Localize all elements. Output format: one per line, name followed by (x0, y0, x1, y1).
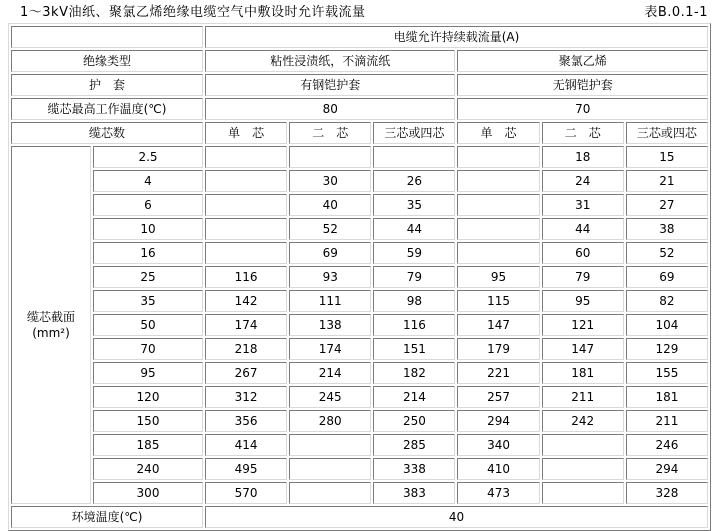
value-cell (457, 170, 539, 192)
value-cell (457, 242, 539, 264)
core-col-header: 二 芯 (289, 122, 371, 144)
value-cell: 285 (373, 434, 455, 456)
sheath-paper: 有钢铠护套 (205, 74, 455, 96)
value-cell: 35 (373, 194, 455, 216)
sheath-row (11, 74, 708, 96)
value-cell: 294 (457, 410, 539, 432)
section-header-cell (11, 146, 91, 504)
table-row (11, 386, 708, 408)
units-row (11, 26, 708, 48)
insulation-label: 绝缘类型 (11, 50, 203, 72)
value-cell: 95 (457, 266, 539, 288)
value-cell: 129 (626, 338, 708, 360)
row-size-cell: 50 (93, 314, 203, 336)
table-row (11, 362, 708, 384)
value-cell: 294 (626, 458, 708, 480)
table-row (11, 410, 708, 432)
value-cell: 26 (373, 170, 455, 192)
value-cell: 570 (205, 482, 287, 504)
value-cell: 24 (542, 170, 624, 192)
value-cell: 280 (289, 410, 371, 432)
insulation-pvc: 聚氯乙烯 (457, 50, 708, 72)
value-cell: 79 (542, 266, 624, 288)
value-cell: 410 (457, 458, 539, 480)
value-cell: 214 (289, 362, 371, 384)
value-cell: 95 (542, 290, 624, 312)
table-row (11, 266, 708, 288)
ambient-temp-value: 40 (205, 506, 708, 528)
value-cell (542, 482, 624, 504)
value-cell: 250 (373, 410, 455, 432)
value-cell: 151 (373, 338, 455, 360)
row-size-cell: 6 (93, 194, 203, 216)
table-number: 表B.0.1-1 (644, 5, 708, 20)
core-count-row (11, 122, 708, 144)
value-cell: 38 (626, 218, 708, 240)
row-size-cell: 25 (93, 266, 203, 288)
row-size-cell: 120 (93, 386, 203, 408)
row-size-cell: 35 (93, 290, 203, 312)
ampacity-table (8, 23, 711, 531)
value-cell (289, 458, 371, 480)
core-col-header: 单 芯 (457, 122, 539, 144)
value-cell (205, 170, 287, 192)
value-cell: 181 (542, 362, 624, 384)
value-cell (457, 218, 539, 240)
value-cell: 338 (373, 458, 455, 480)
value-cell (205, 242, 287, 264)
core-count-label: 缆芯数 (11, 122, 203, 144)
value-cell: 31 (542, 194, 624, 216)
value-cell (205, 218, 287, 240)
value-cell: 473 (457, 482, 539, 504)
value-cell (289, 146, 371, 168)
value-cell: 174 (289, 338, 371, 360)
value-cell: 52 (626, 242, 708, 264)
row-size-cell: 70 (93, 338, 203, 360)
page-title: 1～3kV油纸、聚氯乙烯绝缘电缆空气中敷设时允许载流量 (20, 5, 366, 20)
value-cell: 59 (373, 242, 455, 264)
table-row (11, 218, 708, 240)
value-cell (205, 194, 287, 216)
value-cell: 155 (626, 362, 708, 384)
value-cell: 40 (289, 194, 371, 216)
value-cell: 138 (289, 314, 371, 336)
value-cell (542, 458, 624, 480)
value-cell: 182 (373, 362, 455, 384)
value-cell (205, 146, 287, 168)
value-cell: 414 (205, 434, 287, 456)
value-cell: 44 (542, 218, 624, 240)
value-cell: 69 (289, 242, 371, 264)
value-cell: 30 (289, 170, 371, 192)
value-cell (457, 194, 539, 216)
table-row (11, 194, 708, 216)
section-label: 缆芯截面 (26, 310, 75, 324)
value-cell: 116 (205, 266, 287, 288)
core-col-header: 单 芯 (205, 122, 287, 144)
value-cell: 98 (373, 290, 455, 312)
value-cell: 181 (626, 386, 708, 408)
table-row (11, 242, 708, 264)
value-cell: 312 (205, 386, 287, 408)
value-cell: 328 (626, 482, 708, 504)
value-cell: 356 (205, 410, 287, 432)
value-cell: 18 (542, 146, 624, 168)
value-cell: 93 (289, 266, 371, 288)
table-row (11, 434, 708, 456)
value-cell: 79 (373, 266, 455, 288)
value-cell: 21 (626, 170, 708, 192)
table-row (11, 146, 708, 168)
insulation-paper: 粘性浸渍纸，不滴流纸 (205, 50, 455, 72)
value-cell: 121 (542, 314, 624, 336)
row-size-cell: 10 (93, 218, 203, 240)
value-cell: 246 (626, 434, 708, 456)
value-cell: 340 (457, 434, 539, 456)
value-cell: 27 (626, 194, 708, 216)
value-cell (289, 434, 371, 456)
value-cell: 15 (626, 146, 708, 168)
sheath-pvc: 无钢铠护套 (457, 74, 708, 96)
row-size-cell: 240 (93, 458, 203, 480)
sheath-label: 护 套 (11, 74, 203, 96)
row-size-cell: 300 (93, 482, 203, 504)
value-cell: 245 (289, 386, 371, 408)
value-cell: 211 (626, 410, 708, 432)
value-cell: 82 (626, 290, 708, 312)
value-cell: 116 (373, 314, 455, 336)
value-cell: 211 (542, 386, 624, 408)
max-temp-row (11, 98, 708, 120)
table-row (11, 458, 708, 480)
value-cell: 111 (289, 290, 371, 312)
max-temp-paper: 80 (205, 98, 455, 120)
table-row (11, 290, 708, 312)
table-row (11, 314, 708, 336)
value-cell: 179 (457, 338, 539, 360)
row-size-cell: 16 (93, 242, 203, 264)
table-row (11, 338, 708, 360)
table-row (11, 170, 708, 192)
current-capacity-header: 电缆允许持续载流量(A) (205, 26, 708, 48)
section-unit: (mm²) (32, 326, 70, 340)
row-size-cell: 95 (93, 362, 203, 384)
core-col-header: 三芯或四芯 (626, 122, 708, 144)
value-cell: 69 (626, 266, 708, 288)
value-cell: 495 (205, 458, 287, 480)
value-cell: 52 (289, 218, 371, 240)
value-cell: 147 (542, 338, 624, 360)
value-cell: 221 (457, 362, 539, 384)
row-size-cell: 185 (93, 434, 203, 456)
core-col-header: 三芯或四芯 (373, 122, 455, 144)
ambient-temp-row (11, 506, 708, 528)
value-cell: 257 (457, 386, 539, 408)
value-cell (289, 482, 371, 504)
value-cell (373, 146, 455, 168)
row-size-cell: 4 (93, 170, 203, 192)
table-row (11, 482, 708, 504)
insulation-row (11, 50, 708, 72)
value-cell: 142 (205, 290, 287, 312)
header (0, 0, 720, 23)
row-size-cell: 150 (93, 410, 203, 432)
row-size-cell: 2.5 (93, 146, 203, 168)
ambient-temp-label: 环境温度(℃) (11, 506, 203, 528)
core-col-header: 二 芯 (542, 122, 624, 144)
value-cell: 267 (205, 362, 287, 384)
value-cell: 147 (457, 314, 539, 336)
value-cell: 218 (205, 338, 287, 360)
value-cell: 174 (205, 314, 287, 336)
max-temp-pvc: 70 (457, 98, 708, 120)
max-temp-label: 缆芯最高工作温度(℃) (11, 98, 203, 120)
value-cell: 242 (542, 410, 624, 432)
value-cell: 383 (373, 482, 455, 504)
value-cell (457, 146, 539, 168)
value-cell: 115 (457, 290, 539, 312)
value-cell: 214 (373, 386, 455, 408)
value-cell: 104 (626, 314, 708, 336)
value-cell: 44 (373, 218, 455, 240)
value-cell (542, 434, 624, 456)
value-cell: 60 (542, 242, 624, 264)
corner-empty-cell (11, 26, 203, 48)
